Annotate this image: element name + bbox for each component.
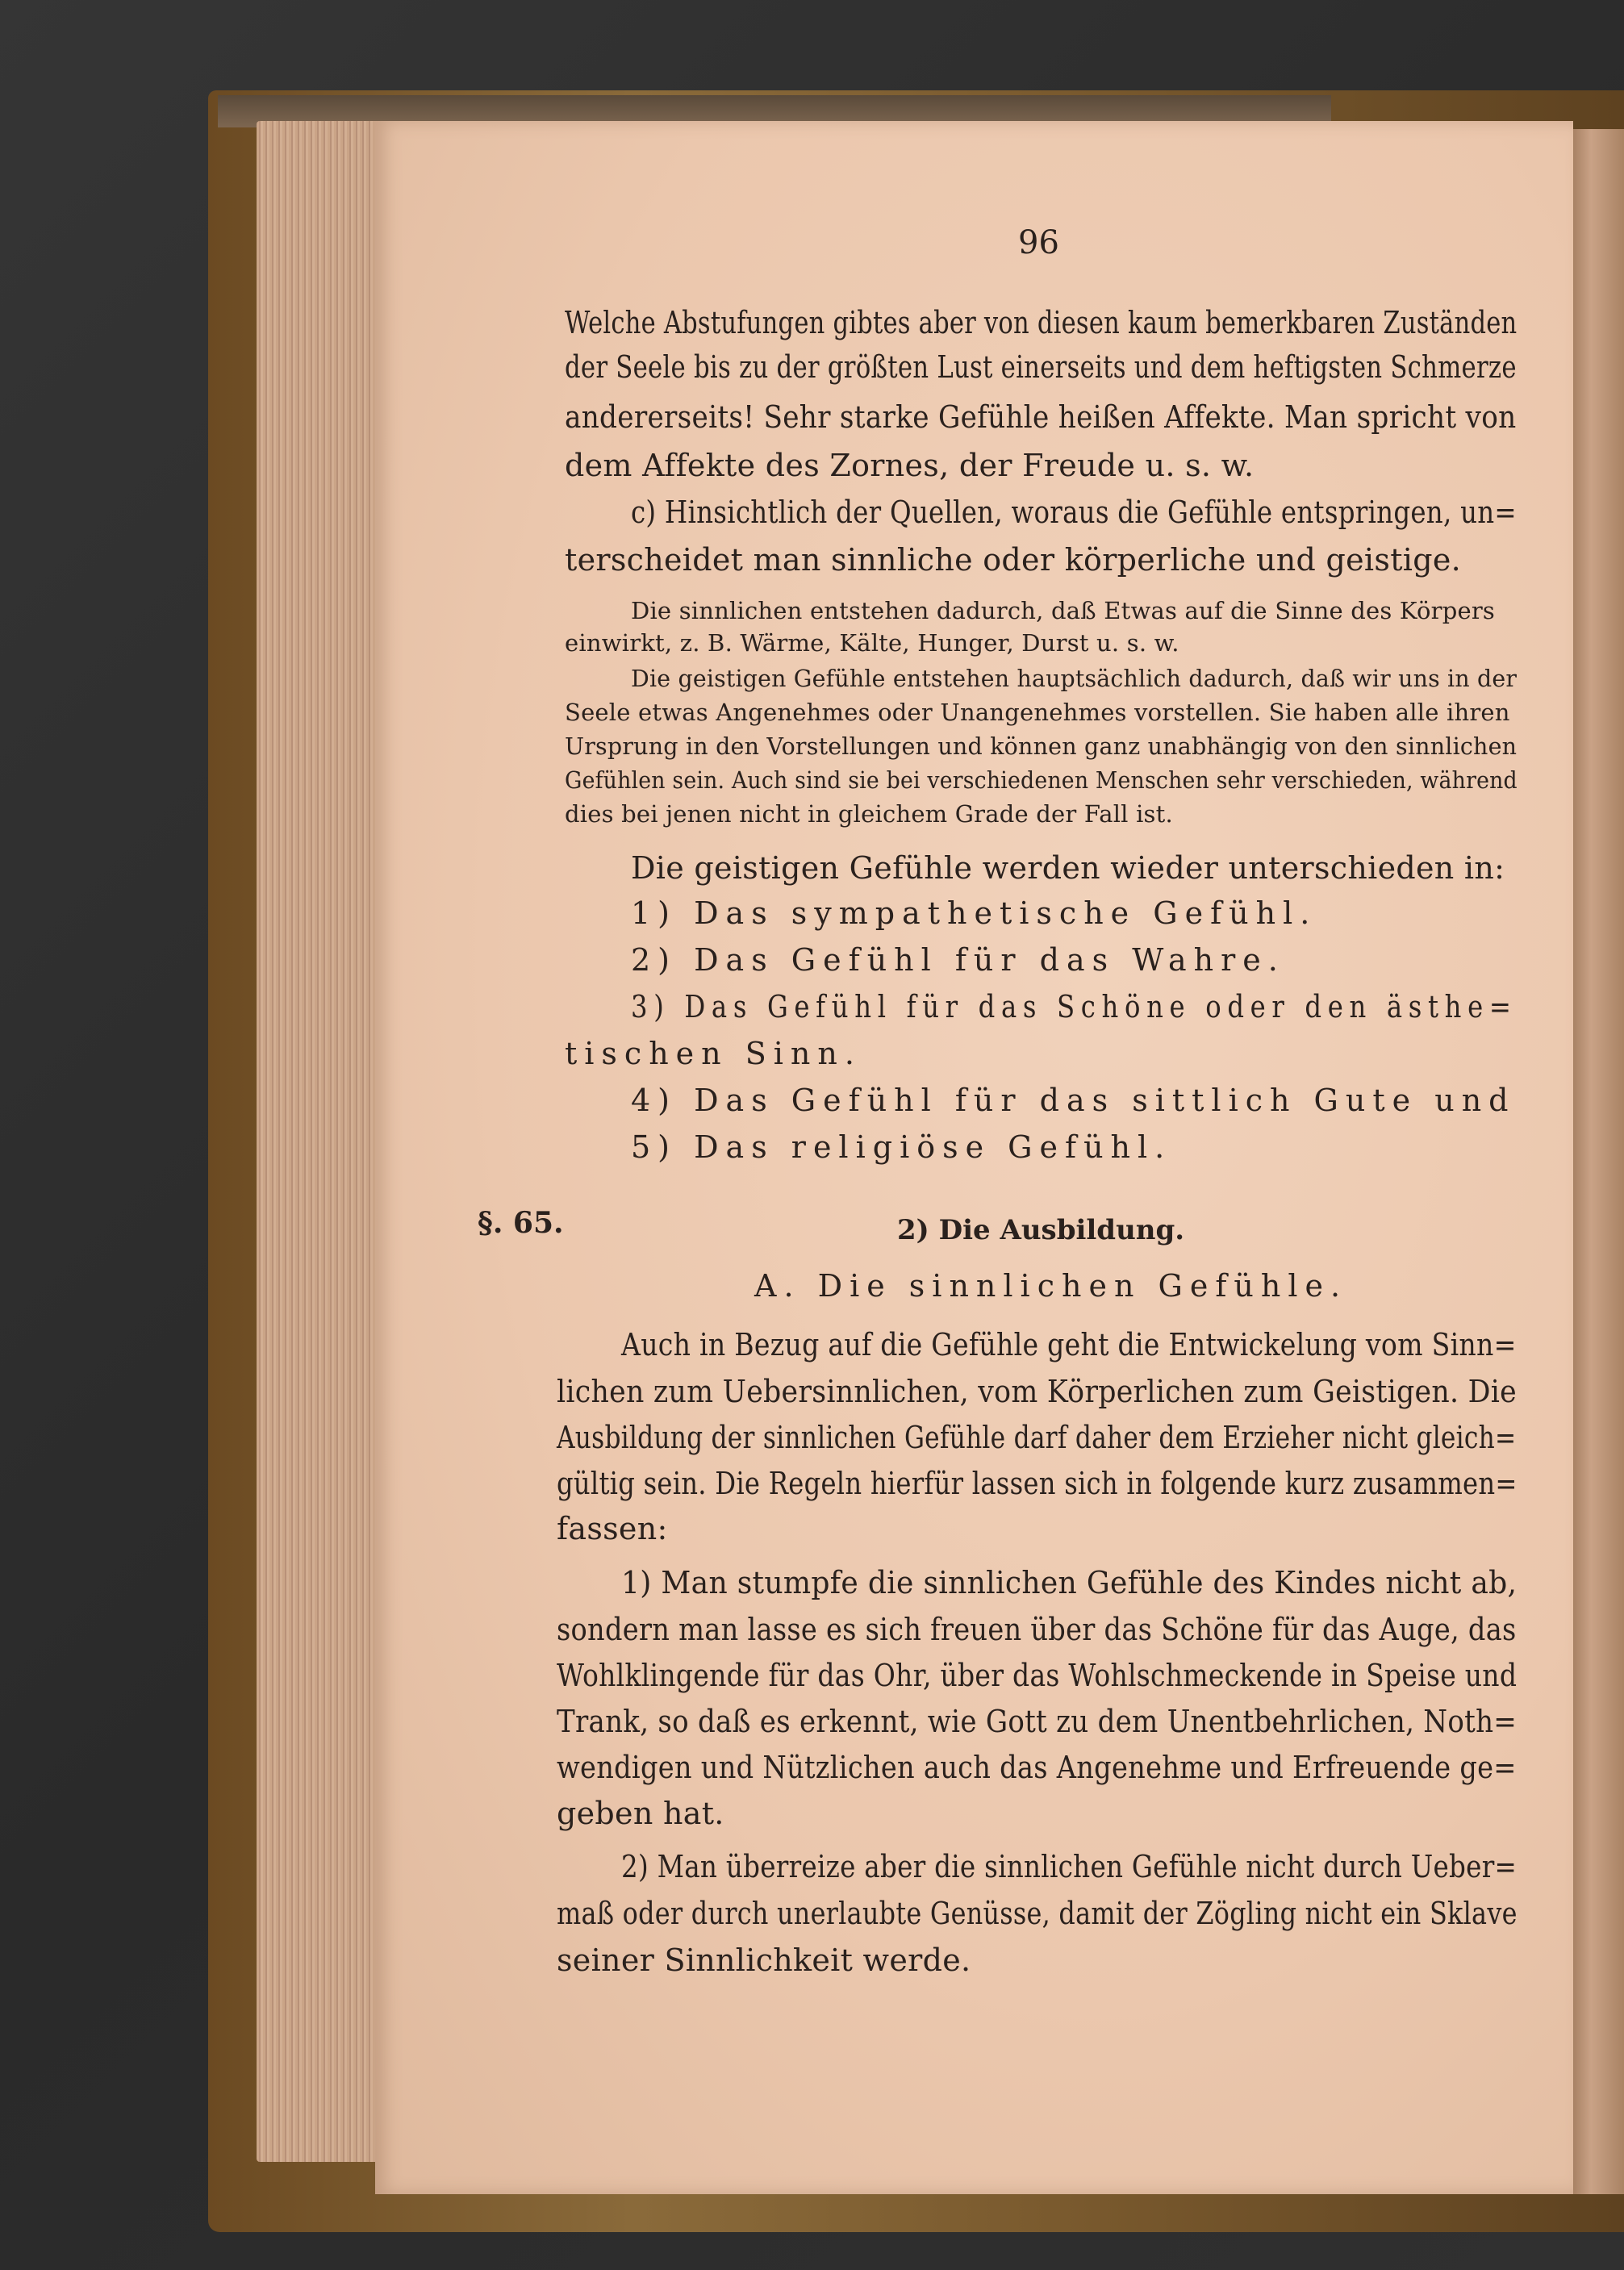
small-print-line: Ursprung in den Vorstellungen und können ganz unabhängig von den sinnlichen xyxy=(565,732,1518,760)
body-line: lichen zum Uebersinnlichen, vom Körperlichen zum Geistigen. Die xyxy=(557,1374,1517,1409)
section-mark: §. 65. xyxy=(478,1206,564,1240)
list-item: 3) Das Gefühl für das Schöne oder den ästhe= xyxy=(631,989,1518,1024)
facing-page-edge xyxy=(1569,129,1624,2194)
body-line: sondern man lasse es sich freuen über das Schöne für das Auge, das xyxy=(557,1612,1517,1647)
body-line: terscheidet man sinnliche oder körperliche und geistige. xyxy=(565,542,1462,578)
list-intro: Die geistigen Gefühle werden wieder unterschieden in: xyxy=(631,850,1505,886)
subsection-title: A. Die sinnlichen Gefühle. xyxy=(754,1268,1348,1304)
body-line: seiner Sinnlichkeit werde. xyxy=(557,1942,971,1978)
small-print-line: Gefühlen sein. Auch sind sie bei verschiedenen Menschen sehr verschieden, während xyxy=(565,766,1518,794)
body-line: dem Affekte des Zornes, der Freude u. s. w. xyxy=(565,448,1255,483)
body-line: 1) Man stumpfe die sinnlichen Gefühle des Kindes nicht ab, xyxy=(621,1565,1518,1600)
body-line: gültig sein. Die Regeln hierfür lassen sich in folgende kurz zusammen= xyxy=(557,1466,1518,1501)
section-title: 2) Die Ausbildung. xyxy=(897,1214,1185,1246)
list-item: 2) Das Gefühl für das Wahre. xyxy=(631,942,1285,978)
body-line: andererseits! Sehr starke Gefühle heißen Affekte. Man spricht von xyxy=(565,399,1517,435)
body-line: Trank, so daß es erkennt, wie Gott zu dem Unentbehrlichen, Noth= xyxy=(557,1704,1518,1739)
page-number: 96 xyxy=(1018,224,1059,261)
small-print-line: Die sinnlichen entstehen dadurch, daß Etwas auf die Sinne des Körpers xyxy=(631,597,1495,624)
body-line: Auch in Bezug auf die Gefühle geht die Entwickelung vom Sinn= xyxy=(621,1327,1517,1362)
body-line: der Seele bis zu der größten Lust einerseits und dem heftigsten Schmerze xyxy=(565,349,1517,385)
small-print-line: dies bei jenen nicht in gleichem Grade der Fall ist. xyxy=(565,800,1173,828)
body-line: Wohlklingende für das Ohr, über das Wohlschmeckende in Speise und xyxy=(557,1658,1518,1693)
body-line: Ausbildung der sinnlichen Gefühle darf daher dem Erzieher nicht gleich= xyxy=(557,1420,1517,1455)
body-line: fassen: xyxy=(557,1511,668,1546)
body-line: maß oder durch unerlaubte Genüsse, damit der Zögling nicht ein Sklave xyxy=(557,1896,1518,1931)
body-line: c) Hinsichtlich der Quellen, woraus die Gefühle entspringen, un= xyxy=(631,494,1517,530)
body-line: 2) Man überreize aber die sinnlichen Gefühle nicht durch Ueber= xyxy=(621,1849,1518,1884)
list-item: tischen Sinn. xyxy=(565,1036,862,1071)
list-item: 1) Das sympathetische Gefühl. xyxy=(631,895,1317,931)
body-line: wendigen und Nützlichen auch das Angenehme und Erfreuende ge= xyxy=(557,1750,1517,1785)
small-print-line: Seele etwas Angenehmes oder Unangenehmes vorstellen. Sie haben alle ihren xyxy=(565,699,1510,726)
list-item: 5) Das religiöse Gefühl. xyxy=(631,1129,1172,1165)
body-line: Welche Abstufungen gibtes aber von diesen kaum bemerkbaren Zuständen xyxy=(565,305,1518,340)
list-item: 4) Das Gefühl für das sittlich Gute und xyxy=(631,1083,1516,1118)
small-print-line: einwirkt, z. B. Wärme, Kälte, Hunger, Durst u. s. w. xyxy=(565,629,1179,657)
body-line: geben hat. xyxy=(557,1796,724,1831)
small-print-line: Die geistigen Gefühle entstehen hauptsächlich dadurch, daß wir uns in der xyxy=(631,665,1518,692)
